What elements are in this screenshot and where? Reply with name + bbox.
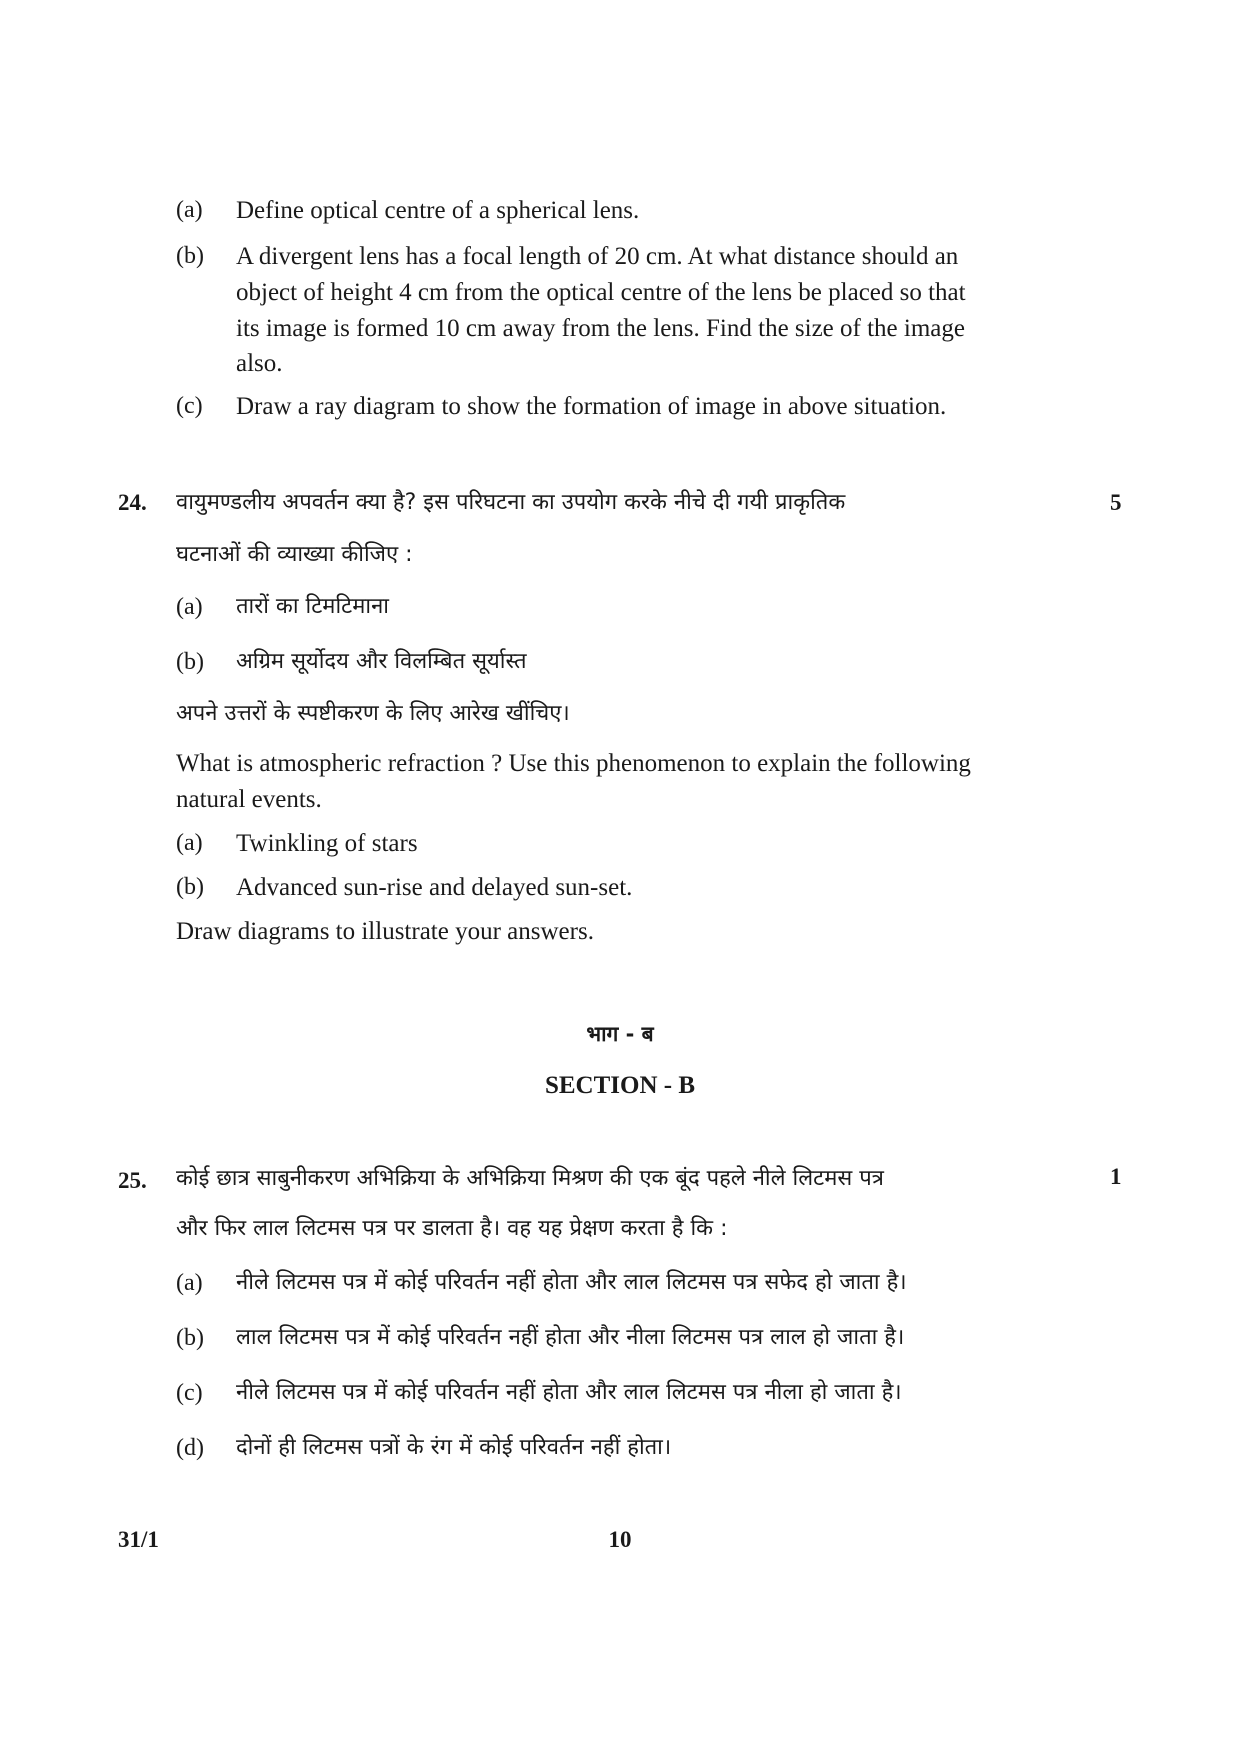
q25-option-a-label: (a) <box>176 1270 203 1296</box>
q24-english-part-b-label: (b) <box>176 874 204 900</box>
q24-english-part-a-label: (a) <box>176 830 203 856</box>
q24-english-part-a-text: Twinkling of stars <box>236 830 418 857</box>
question-marks: 5 <box>1110 490 1122 515</box>
q25-option-c-text: नीले लिटमस पत्र में कोई परिवर्तन नहीं होता और लाल लिटमस पत्र नीला हो जाता है। <box>236 1380 902 1405</box>
q25-hindi-line-2: और फिर लाल लिटमस पत्र पर डालता है। वह यह प्रेक्षण करता है कि : <box>176 1216 728 1241</box>
q25-option-d-label: (d) <box>176 1435 204 1461</box>
page-number: 10 <box>608 1527 632 1552</box>
q25-option-c-label: (c) <box>176 1380 203 1406</box>
q23-part-c-text: Draw a ray diagram to show the formation of image in above situation. <box>236 393 947 420</box>
q24-english-part-b-text: Advanced sun-rise and delayed sun-set. <box>236 874 633 901</box>
q23-part-b-line-1: A divergent lens has a focal length of 20 cm. At what distance should an <box>236 243 959 270</box>
question-marks: 1 <box>1110 1164 1122 1189</box>
q23-part-b-line-4: also. <box>236 350 283 377</box>
q23-part-c-label: (c) <box>176 393 203 419</box>
question-number: 25. <box>118 1168 147 1193</box>
q24-hindi-line-1: वायुमण्डलीय अपवर्तन क्या है? इस परिघटना का उपयोग करके नीचे दी गयी प्राकृतिक <box>176 490 846 515</box>
q25-option-b-label: (b) <box>176 1325 204 1351</box>
q24-english-line-1: What is atmospheric refraction ? Use this phenomenon to explain the following <box>176 750 971 777</box>
section-heading-hindi: भाग - ब <box>586 1022 654 1046</box>
q24-hindi-part-a-text: तारों का टिमटिमाना <box>236 594 390 619</box>
q24-hindi-part-b-text: अग्रिम सूर्योदय और विलम्बित सूर्यास्त <box>236 649 527 674</box>
q24-hindi-line-2: घटनाओं की व्याख्या कीजिए : <box>176 542 413 567</box>
q25-option-b-text: लाल लिटमस पत्र में कोई परिवर्तन नहीं होता और नीला लिटमस पत्र लाल हो जाता है। <box>236 1325 905 1350</box>
q23-part-b-label: (b) <box>176 243 204 269</box>
q25-option-d-text: दोनों ही लिटमस पत्रों के रंग में कोई परिवर्तन नहीं होता। <box>236 1435 672 1460</box>
q23-part-a-label: (a) <box>176 197 203 223</box>
q24-english-line-2: natural events. <box>176 786 322 813</box>
q24-hindi-part-a-label: (a) <box>176 594 203 620</box>
q24-english-instruction: Draw diagrams to illustrate your answers. <box>176 918 594 945</box>
q25-option-a-text: नीले लिटमस पत्र में कोई परिवर्तन नहीं होता और लाल लिटमस पत्र सफेद हो जाता है। <box>236 1270 907 1295</box>
q23-part-b-line-3: its image is formed 10 cm away from the lens. Find the size of the image <box>236 315 965 342</box>
section-heading-english: SECTION - B <box>544 1072 696 1099</box>
q24-hindi-instruction: अपने उत्तरों के स्पष्टीकरण के लिए आरेख खींचिए। <box>176 701 570 726</box>
q25-hindi-line-1: कोई छात्र साबुनीकरण अभिक्रिया के अभिक्रिया मिश्रण की एक बूंद पहले नीले लिटमस पत्र <box>176 1166 884 1191</box>
q23-part-a-text: Define optical centre of a spherical lens. <box>236 197 640 224</box>
q24-hindi-part-b-label: (b) <box>176 649 204 675</box>
q23-part-b-line-2: object of height 4 cm from the optical centre of the lens be placed so that <box>236 279 966 306</box>
paper-code: 31/1 <box>118 1527 159 1552</box>
question-number: 24. <box>118 490 147 515</box>
